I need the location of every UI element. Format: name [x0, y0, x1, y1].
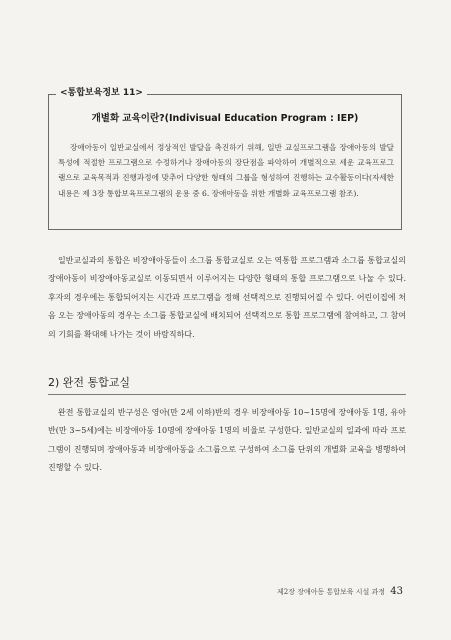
footer-chapter: 제2장 장애아동 통합보육 시설 과정: [277, 588, 386, 596]
page-number: 43: [390, 586, 403, 597]
body-paragraph-2: 완전 통합교실의 반구성은 영아(만 2세 이하)반의 경우 비장애아동 10~15명에 장애아동 1명, 유아반(만 3~5세)에는 비장애아동 10명에 장애아동 1명의 비율로 구성한다. 일반교실의 일과에 따라 프로그램이 진행되며 장애아동과 비장애아동을 소그룹으로 구성하여 소그룹 단위의 개별화 교육을 병행하여 진행할 수 있다.: [48, 408, 406, 473]
section-divider: [48, 394, 406, 395]
info-box-title: 개별화 교육이란?(Indivisual Education Program : IEP): [91, 113, 359, 124]
body-paragraph-1: 일반교실과의 통합은 비장애아동들이 소그룹 통합교실로 오는 역통합 프로그램과 소그룹 통합교실의 장애아동이 비장애아동교실로 이동되면서 이루어지는 다양한 형태의 통합 프로그램으로 나눌 수 있다. 후자의 경우에는 통합되어지는 시간과 프로그램을 정해 선택적으로 진행되어질 수 있다. 어린이집에 처음 오는 장애아동의 경우는 소그룹 통합교실에 배치되어 선택적으로 통합 프로그램에 참여하고, 그 참여의 기회를 확대해 나가는 것이 바람직하다.: [48, 256, 406, 339]
section-heading: 2) 완전 통합교실: [48, 376, 131, 389]
info-box-tag: <통합보육정보 11>: [56, 86, 147, 100]
info-box-body: 장애아동이 일반교실에서 정상적인 발달을 촉진하기 위해, 일반 교실프로그램을 장애아동의 발달특성에 적절한 프로그램으로 수정하거나 장애아동의 장단점을 파악하여 개별적으로 세운 교육프로그램으로 교육목적과 진행과정에 맞추어 다양한 형태의 그룹을 형성하여 진행하는 교수활동이다(자세한 내용은 제 3장 통합보육프로그램의 운용 중 6. 장애아동을 위한 개별화 교육프로그램 참조).: [58, 143, 394, 198]
page-footer: [277, 586, 403, 597]
info-box-tag-label: 통합보육정보 11: [67, 88, 136, 98]
